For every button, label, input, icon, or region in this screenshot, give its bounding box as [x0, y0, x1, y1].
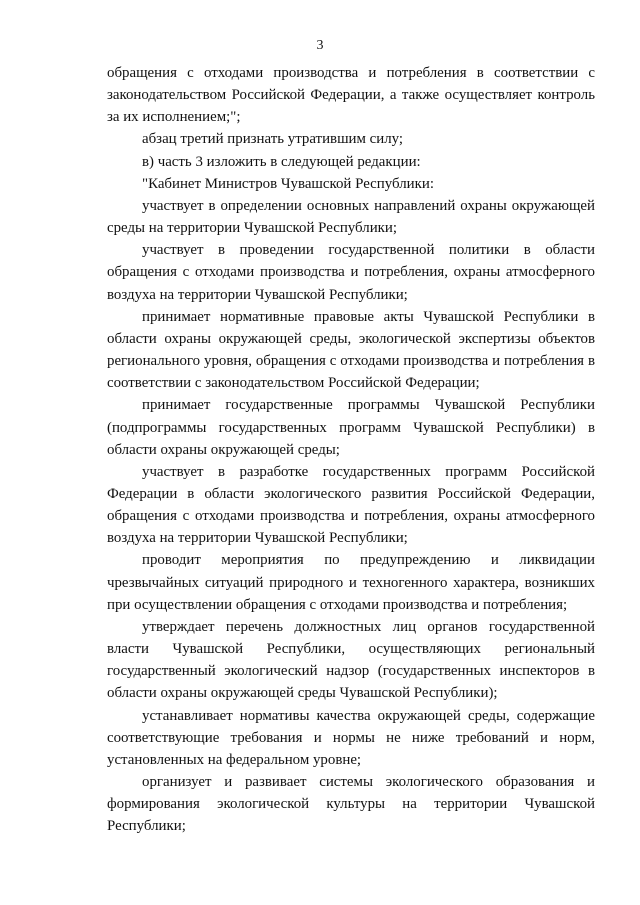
- paragraph: участвует в разработке государственных программ Российской Федерации в области экологического развития Российской Федерации, обращения с отходами производства и потребления, охраны атмосферного воздуха на территории Чувашской Республики;: [107, 463, 595, 547]
- paragraph: участвует в определении основных направлений охраны окружающей среды на территории Чувашской Республики;: [107, 197, 595, 237]
- paragraph: утверждает перечень должностных лиц органов государственной власти Чувашской Республики, осуществляющих региональный государственный экологический надзор (государственных инспекторов в области охраны окружающей среды Чувашской Республики);: [107, 618, 595, 702]
- paragraph: принимает нормативные правовые акты Чувашской Республики в области охраны окружающей среды, экологической экспертизы объектов регионального уровня, обращения с отходами производства и потребления в соответствии с законодательством Российской Федерации;: [107, 308, 595, 392]
- paragraph: устанавливает нормативы качества окружающей среды, содержащие соответствующие требования и нормы не ниже требований и норм, установленных на федеральном уровне;: [107, 707, 595, 768]
- paragraph: организует и развивает системы экологического образования и формирования экологической культуры на территории Чувашской Республики;: [107, 774, 595, 835]
- paragraph: участвует в проведении государственной политики в области обращения с отходами производства и потребления, охраны атмосферного воздуха на территории Чувашской Республики;: [107, 242, 595, 303]
- paragraph: принимает государственные программы Чувашской Республики (подпрограммы государственных программ Чувашской Республики) в области охраны окружающей среды;: [107, 397, 595, 458]
- paragraph: обращения с отходами производства и потребления в соответствии с законодательством Российской Федерации, а также осуществляет контроль за их исполнением;";: [107, 65, 595, 126]
- document-body: [107, 62, 595, 837]
- paragraph: абзац третий признать утратившим силу;: [142, 131, 404, 148]
- paragraph: проводит мероприятия по предупреждению и ликвидации чрезвычайных ситуаций природного и техногенного характера, возникших при осуществлении обращения с отходами производства и потребления;: [107, 552, 595, 613]
- paragraph: "Кабинет Министров Чувашской Республики:: [142, 175, 434, 192]
- page-number: 3: [316, 38, 324, 53]
- paragraph: в) часть 3 изложить в следующей редакции:: [142, 153, 421, 170]
